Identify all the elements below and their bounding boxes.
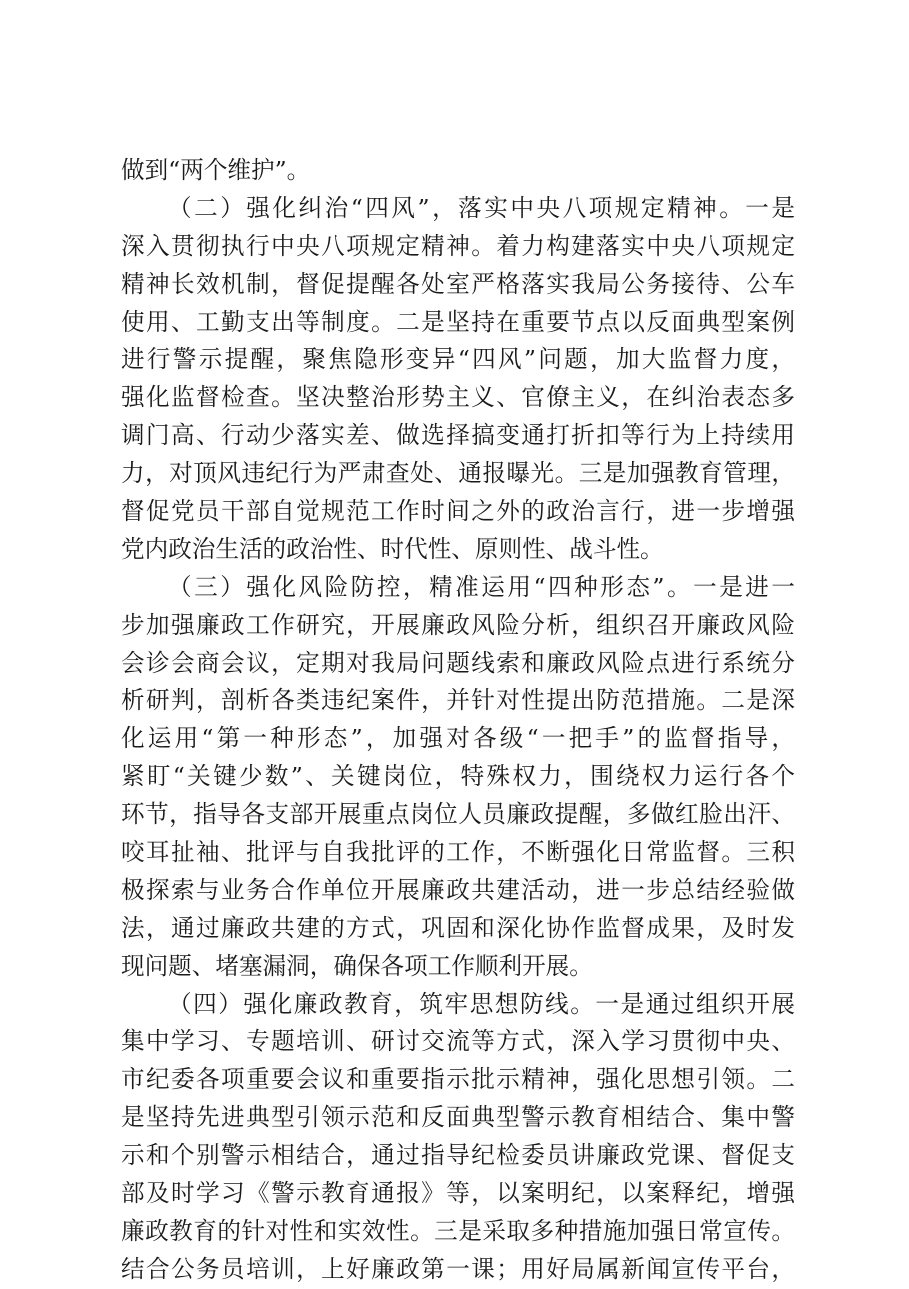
text-line: 会诊会商会议，定期对我局问题线索和廉政风险点进行系统分 bbox=[121, 648, 795, 677]
text-line: 步加强廉政工作研究，开展廉政风险分析，组织召开廉政风险 bbox=[121, 610, 795, 639]
text-line: 精神长效机制，督促提醒各处室严格落实我局公务接待、公车 bbox=[121, 269, 795, 298]
text-line: 进行警示提醒，聚焦隐形变异“四风”问题，加大监督力度， bbox=[121, 345, 795, 374]
text-line: 咬耳扯袖、批评与自我批评的工作，不断强化日常监督。三积 bbox=[121, 838, 795, 867]
text-line: 党内政治生活的政治性、时代性、原则性、战斗性。 bbox=[121, 534, 664, 563]
text-line: 析研判，剖析各类违纪案件，并针对性提出防范措施。二是深 bbox=[121, 686, 795, 715]
text-line: 极探索与业务合作单位开展廉政共建活动，进一步总结经验做 bbox=[121, 875, 795, 904]
text-line: 部及时学习《警示教育通报》等，以案明纪，以案释纪，增强 bbox=[121, 1179, 795, 1208]
text-line: 力，对顶风违纪行为严肃查处、通报曝光。三是加强教育管理， bbox=[121, 459, 795, 488]
text-line: 紧盯“关键少数”、关键岗位，特殊权力，围绕权力运行各个 bbox=[121, 762, 795, 791]
text-line: 现问题、堵塞漏洞，确保各项工作顺利开展。 bbox=[121, 951, 593, 980]
text-line: 环节，指导各支部开展重点岗位人员廉政提醒，多做红脸出汗、 bbox=[121, 800, 795, 829]
text-line: 廉政教育的针对性和实效性。三是采取多种措施加强日常宣传。 bbox=[121, 1216, 795, 1245]
text-line: 结合公务员培训，上好廉政第一课；用好局属新闻宣传平台， bbox=[121, 1254, 795, 1283]
text-line: 使用、工勤支出等制度。二是坚持在重要节点以反面典型案例 bbox=[121, 307, 795, 336]
text-line: 做到“两个维护”。 bbox=[121, 156, 311, 184]
text-line: 深入贯彻执行中央八项规定精神。着力构建落实中央八项规定 bbox=[121, 231, 795, 260]
text-line: 强化监督检查。坚决整治形势主义、官僚主义，在纠治表态多 bbox=[121, 383, 795, 412]
section-heading-line: （二）强化纠治“四风”，落实中央八项规定精神。一是 bbox=[168, 193, 795, 222]
text-line: 示和个别警示相结合，通过指导纪检委员讲廉政党课、督促支 bbox=[121, 1141, 795, 1170]
section-heading-line: （四）强化廉政教育，筑牢思想防线。一是通过组织开展 bbox=[168, 989, 795, 1018]
text-line: 集中学习、专题培训、研讨交流等方式，深入学习贯彻中央、 bbox=[121, 1027, 795, 1056]
text-line: 法，通过廉政共建的方式，巩固和深化协作监督成果，及时发 bbox=[121, 913, 795, 942]
text-line: 督促党员干部自觉规范工作时间之外的政治言行，进一步增强 bbox=[121, 497, 795, 526]
text-line: 化运用“第一种形态”，加强对各级“一把手”的监督指导， bbox=[121, 724, 795, 753]
document-body bbox=[121, 152, 795, 1289]
section-heading-line: （三）强化风险防控，精准运用“四种形态”。一是进一 bbox=[168, 572, 795, 601]
text-line: 市纪委各项重要会议和重要指示批示精神，强化思想引领。二 bbox=[121, 1065, 795, 1094]
text-line: 是坚持先进典型引领示范和反面典型警示教育相结合、集中警 bbox=[121, 1103, 795, 1132]
text-line: 调门高、行动少落实差、做选择搞变通打折扣等行为上持续用 bbox=[121, 421, 795, 450]
